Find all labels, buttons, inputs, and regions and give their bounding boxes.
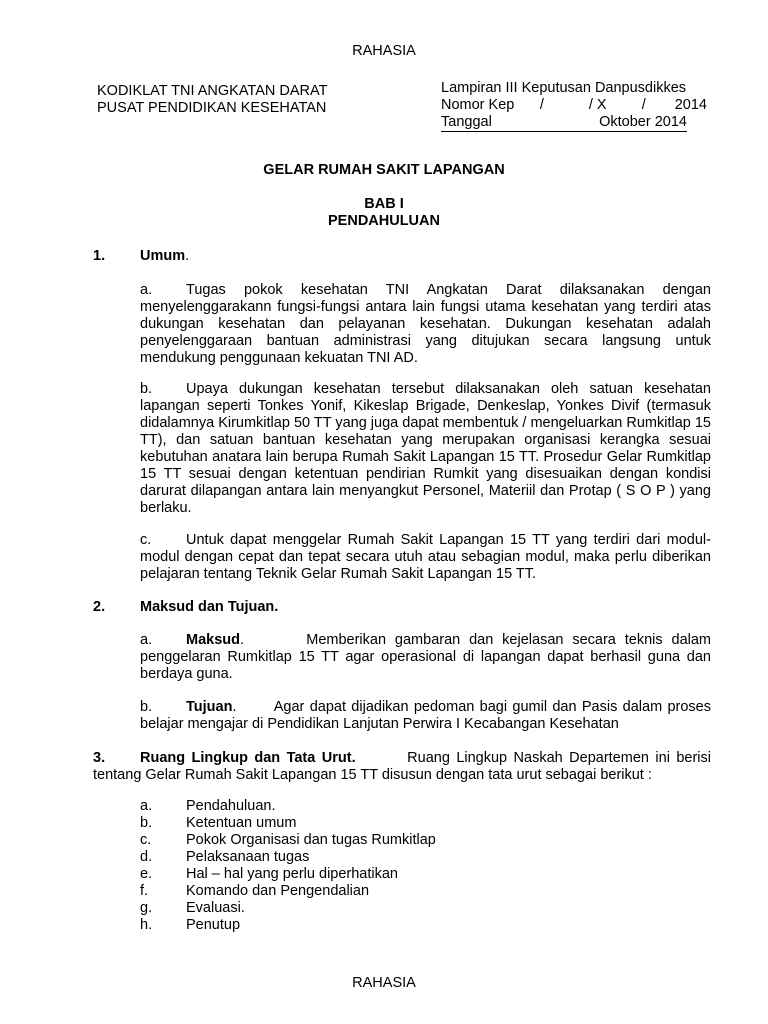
section-2a-term: Maksud xyxy=(186,632,240,648)
section-1b-text: Upaya dukungan kesehatan tersebut dilaksanakan oleh satuan kesehatan lapangan seperti Tonkes Yonif, Kikeslap Brigade, Denkeslap, Yonkes Divif (termasuk didalamnya Kirumkitlap 50 TT yang juga dapat membentuk / mengeluarkan Rumkitlap 15 TT), dan satuan bantuan kesehatan yang merupakan organisasi kerangka sesuai kebutuhan anatara lain berupa Rumah Sakit Lapangan 15 TT. Prosedur Gelar Rumkitlap 15 TT sesuai dengan ketentuan pendirian Rumkit yang disesuaikan dengan kondisi darurat dilapangan antara lain menyangkut Personel, Materiil dan Protap ( S O P ) yang berlaku. xyxy=(140,381,711,516)
section-2b-text: Agar dapat dijadikan pedoman bagi gumil dan Pasis dalam proses belajar mengajar di Pendidikan Lanjutan Perwira I Kecabangan Kesehatan xyxy=(140,699,711,732)
chapter-number: BAB I xyxy=(364,196,404,212)
section-3-title: Ruang Lingkup dan Tata Urut. xyxy=(140,750,356,766)
nomor-year: 2014 xyxy=(674,97,707,113)
reference-block xyxy=(441,80,707,132)
org-line-1: KODIKLAT TNI ANGKATAN DARAT xyxy=(97,83,328,99)
tanggal-line xyxy=(441,114,687,132)
tanggal-label: Tanggal xyxy=(441,114,492,130)
document-title: GELAR RUMAH SAKIT LAPANGAN xyxy=(263,162,505,178)
section-2b-letter: b. xyxy=(140,699,153,715)
contents-list xyxy=(140,798,540,934)
section-1-title-dot: . xyxy=(185,248,190,264)
lampiran-text: Lampiran III Keputusan Danpusdikkes xyxy=(441,80,687,96)
nomor-part-2: / X xyxy=(588,97,607,113)
section-1b-paragraph xyxy=(140,381,711,517)
section-1a-letter: a. xyxy=(140,282,153,298)
list-item: b. Ketentuan umum xyxy=(140,815,297,831)
lampiran-line xyxy=(441,80,707,97)
section-3-paragraph xyxy=(93,750,711,784)
section-2b-term: Tujuan xyxy=(186,699,233,715)
section-1a-paragraph xyxy=(140,282,711,367)
list-item: a. Pendahuluan. xyxy=(140,798,276,814)
section-2a-letter: a. xyxy=(140,632,153,648)
section-1a-text: Tugas pokok kesehatan TNI Angkatan Darat dilaksanakan dengan menyelenggarakann fungsi-fungsi antara lain fungsi utama kesehatan yang terdiri atas dukungan kesehatan dan pelayanan kesehatan. Dukungan kesehatan adalah penyelenggaraan bantuan administrasi yang ditujukan secara langsung untuk mendukung penggunaan kekuatan TNI AD. xyxy=(140,282,711,366)
list-item: f. Komando dan Pengendalian xyxy=(140,883,370,899)
list-item: d. Pelaksanaan tugas xyxy=(140,849,310,865)
section-2-title: Maksud dan Tujuan. xyxy=(140,599,279,615)
nomor-part-3: / xyxy=(641,97,646,113)
section-3-text: Ruang Lingkup Naskah Departemen ini berisi tentang Gelar Rumah Sakit Lapangan 15 TT disusun dengan tata urut sebagai berikut : xyxy=(93,750,712,783)
nomor-line xyxy=(441,97,707,114)
section-2a-text: Memberikan gambaran dan kejelasan secara teknis dalam penggelaran Rumkitlap 15 TT agar operasional di lapangan dapat berhasil guna dan berdaya guna. xyxy=(140,632,711,682)
section-1b-letter: b. xyxy=(140,381,153,397)
section-2b-paragraph: b. Tujuan. Agar dapat dijadikan pedoman bagi gumil dan Pasis dalam proses belajar mengajar di Pendidikan Lanjutan Perwira I Kecabangan Kesehatan xyxy=(140,699,711,732)
org-line-2: PUSAT PENDIDIKAN KESEHATAN xyxy=(97,100,327,116)
list-item: h. Penutup xyxy=(140,917,241,933)
nomor-label: Nomor Kep xyxy=(441,97,515,113)
chapter-title: PENDAHULUAN xyxy=(328,213,440,229)
section-2-number: 2. xyxy=(93,599,106,615)
section-1-title xyxy=(140,248,189,265)
section-1c-paragraph xyxy=(140,532,711,583)
org-block xyxy=(97,83,327,117)
section-2a-paragraph: a. Maksud. Memberikan gambaran dan kejelasan secara teknis dalam penggelaran Rumkitlap 15 TT agar operasional di lapangan dapat berhasil guna dan berdaya guna. xyxy=(140,632,711,682)
section-3-number: 3. xyxy=(93,750,106,766)
section-1-number: 1. xyxy=(93,248,106,264)
list-item: c. Pokok Organisasi dan tugas Rumkitlap xyxy=(140,832,436,848)
classification-top: RAHASIA xyxy=(352,43,416,59)
tanggal-value: Oktober 2014 xyxy=(599,114,687,130)
nomor-part-1: / xyxy=(539,97,544,113)
classification-bottom: RAHASIA xyxy=(352,975,416,991)
section-1c-letter: c. xyxy=(140,532,152,548)
section-1-title-text: Umum xyxy=(140,248,186,264)
list-item: g. Evaluasi. xyxy=(140,900,245,916)
list-item: e. Hal – hal yang perlu diperhatikan xyxy=(140,866,398,882)
section-1c-text: Untuk dapat menggelar Rumah Sakit Lapangan 15 TT yang terdiri dari modul-modul dengan cepat dan tepat secara utuh atau sebagian modul, maka perlu diberikan pelajaran tentang Teknik Gelar Rumah Sakit Lapangan 15 TT. xyxy=(140,532,711,582)
